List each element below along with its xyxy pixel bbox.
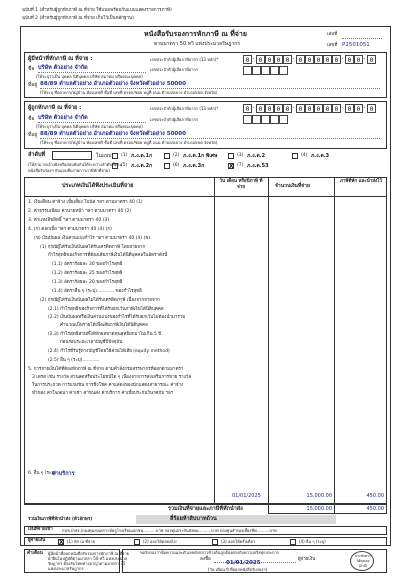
payer-type-checkbox[interactable] bbox=[212, 539, 218, 545]
id-digit-separator: - bbox=[292, 56, 295, 62]
payer-section-label: ผู้มีหน้าที่หักภาษี ณ ที่จ่าย : bbox=[28, 56, 93, 62]
form-type-option-label: ภ.ง.ด.2ก bbox=[131, 162, 153, 169]
id-digit-box[interactable]: 0 bbox=[283, 104, 292, 113]
id-digit-box[interactable]: 0 bbox=[323, 104, 332, 113]
income-type-row: 5. การจ่ายเงินได้ที่ต้องหักภาษี ณ ที่จ่าย ตามคำสั่งกรมสรรพากรที่ออกตามมาตรา bbox=[28, 367, 184, 372]
col-date-header: วัน เดือน หรือปีภาษี ที่จ่าย bbox=[219, 179, 263, 190]
income-type-row: 6. อื่น ๆ (ระบุ) bbox=[28, 471, 56, 476]
form-type-option-label: ภ.ง.ด.3ก bbox=[183, 162, 205, 169]
branch-digit-box[interactable] bbox=[243, 66, 252, 75]
company-stamp-placeholder bbox=[350, 551, 374, 571]
income-type-row: (2.3) กำไรสุทธิส่วนที่ได้หักผลขาดทุนสุทธิยกมาไม่เกิน 5 ปี bbox=[48, 332, 162, 337]
book-label: เล่มที่ bbox=[327, 32, 338, 37]
id-digit-separator: - bbox=[341, 105, 344, 111]
income-type-row: คำนวณเป็นรายได้เพื่อเสียภาษีเงินได้นิติบุคคล bbox=[60, 323, 148, 328]
id-digit-separator: - bbox=[363, 56, 366, 62]
branch-digit-box[interactable] bbox=[261, 115, 270, 124]
col-tax-header: ภาษีที่หัก และนำส่งไว้ bbox=[339, 179, 383, 184]
total-text-value: สี่ร้อยห้าสิบบาทถ้วน bbox=[170, 516, 217, 522]
payer-type-option-label: (1) หัก ณ ที่จ่าย bbox=[67, 539, 95, 544]
payee-name-line bbox=[38, 122, 146, 123]
seq-hint-2: หนังสือรับรองฯ กับแบบยื่นรายการภาษีหักที่จ่าย) bbox=[28, 168, 110, 173]
copy-note-2: ฉบับที่ 2 (สำหรับผู้ถูกหักภาษี ณ ที่จ่าย เก็บไว้เป็นหลักฐาน) bbox=[22, 16, 134, 21]
payer-type-option-label: (3) ออกให้ครั้งเดียว bbox=[221, 539, 256, 544]
warning-text-2: ฝ่าฝืนไม่ปฏิบัติตามมาตรา 50 ทวิ แห่งประมวล bbox=[48, 556, 128, 561]
col-line-1 bbox=[214, 177, 215, 504]
branch-digit-box[interactable] bbox=[270, 115, 279, 124]
form-type-option-number: (3) bbox=[237, 153, 244, 158]
form-type-option-label: ภ.ง.ด.53 bbox=[247, 162, 269, 169]
certify-date: 01/01/2025 bbox=[226, 560, 261, 566]
in-form-label: ในแบบ bbox=[96, 153, 112, 159]
id-digit-box[interactable]: 0 bbox=[243, 55, 252, 64]
stamp-label-3: (ถ้ามี) bbox=[358, 564, 368, 568]
form-type-option-number: (6) bbox=[173, 163, 180, 168]
payee-id-label: เลขประจำตัวผู้เสียภาษีอากร (13 หลัก)* bbox=[150, 106, 219, 111]
id-digit-box[interactable]: 0 bbox=[296, 55, 305, 64]
other-income-value: ค่าบริการ bbox=[52, 471, 75, 477]
form-type-option-number: (5) bbox=[121, 163, 128, 168]
total-tax: 450.00 bbox=[366, 506, 384, 512]
payer-id-label: เลขประจำตัวผู้เสียภาษีอากร (13 หลัก)* bbox=[150, 57, 219, 62]
payer-address-hint: (ให้ระบุ ชื่ออาคาร/หมู่บ้าน ห้องเลขที่ ชั้นที่ เลขที่ ตรอก/ซอย หมู่ที่ ถนน ตำบล/แขวง อำเภอ/เขต จังหวัด) bbox=[40, 90, 218, 95]
id-digit-box[interactable]: 0 bbox=[243, 104, 252, 113]
id-digit-box[interactable]: 0 bbox=[274, 55, 283, 64]
id-digit-box[interactable]: 0 bbox=[305, 104, 314, 113]
total-amount: 15,000.00 bbox=[306, 506, 332, 512]
income-type-row: (1.4) อัตราอื่น ๆ (ระบุ)............ ของกำไรสุทธิ bbox=[52, 289, 142, 294]
id-digit-box[interactable]: 0 bbox=[265, 55, 274, 64]
id-digit-box[interactable]: 0 bbox=[345, 55, 354, 64]
id-digit-separator: - bbox=[341, 56, 344, 62]
seq-box[interactable] bbox=[52, 151, 92, 160]
payer-type-label: ผู้จ่ายเงิน bbox=[28, 538, 46, 543]
seq-label: ลำดับที่ bbox=[28, 152, 46, 158]
id-digit-box[interactable]: 0 bbox=[274, 104, 283, 113]
form-type-option-label: ภ.ง.ด.2 bbox=[247, 152, 266, 159]
branch-digit-box[interactable] bbox=[270, 66, 279, 75]
warning-text-3: รัษฎากร ต้องรับโทษทางอาญาตามมาตรา 35 bbox=[48, 561, 126, 566]
branch-digit-box[interactable] bbox=[279, 115, 288, 124]
payee-tax-branch-label: เลขประจำตัวผู้เสียภาษีอากร bbox=[150, 117, 199, 122]
copy-note-1: ฉบับที่ 1 (สำหรับผู้ถูกหักภาษี ณ ที่จ่าย ใช้แนบพร้อมกับแบบแสดงรายการภาษี) bbox=[22, 8, 172, 13]
payer-name-line bbox=[38, 72, 146, 73]
total-divider bbox=[334, 504, 335, 514]
number-label: เลขที่ bbox=[327, 43, 338, 48]
id-digit-box[interactable]: 0 bbox=[345, 104, 354, 113]
payer-address-line bbox=[40, 88, 380, 89]
fund-text: กบข./กสจ./กองทุนสงเคราะห์ครูโรงเรียนเอกชน..........บาท กองทุนประกันสังคม..........บาท กองทุนสำรองเลี้ยงชีพ..........บาท bbox=[62, 528, 277, 533]
form-type-checkbox[interactable] bbox=[292, 153, 298, 159]
id-digit-box[interactable]: 0 bbox=[256, 104, 265, 113]
id-digit-box[interactable]: 0 bbox=[354, 104, 363, 113]
entry-date: 01/01/2025 bbox=[232, 493, 261, 499]
id-digit-box[interactable]: 0 bbox=[314, 104, 323, 113]
branch-digit-box[interactable] bbox=[243, 115, 252, 124]
branch-digit-box[interactable] bbox=[261, 66, 270, 75]
income-type-row: ทำของ ค่าโฆษณา ค่าเช่า ค่าขนส่ง ค่าบริการ ค่าเบี้ยประกันวินาศภัย ฯลฯ bbox=[32, 391, 174, 396]
payer-type-option-label: (2) ออกให้ตลอดไป bbox=[143, 539, 177, 544]
payee-section-label: ผู้ถูกหักภาษี ณ ที่จ่าย : bbox=[28, 105, 82, 111]
payer-type-checkbox[interactable] bbox=[134, 539, 140, 545]
id-digit-box[interactable]: 0 bbox=[283, 55, 292, 64]
branch-digit-box[interactable] bbox=[252, 66, 261, 75]
form-type-checkbox[interactable] bbox=[112, 153, 118, 159]
col-amount-header: จำนวนเงินที่จ่าย bbox=[275, 183, 310, 189]
income-type-row: 3. ค่าแห่งลิขสิทธิ์ ฯลฯ ตามมาตรา 40 (3) bbox=[28, 218, 110, 223]
entry-tax: 450.00 bbox=[366, 493, 384, 499]
id-digit-box[interactable]: 0 bbox=[332, 55, 341, 64]
col-line-2 bbox=[268, 177, 269, 504]
total-text-box bbox=[136, 515, 336, 524]
certify-date-hint: (วัน เดือน ปี ที่ออกหนังสือรับรองฯ) bbox=[208, 567, 268, 572]
id-digit-box[interactable]: 0 bbox=[265, 104, 274, 113]
sign-label: ลงชื่อ bbox=[200, 557, 211, 562]
payee-name-value: บริษัท ตัวอย่าง จำกัด bbox=[38, 115, 88, 121]
form-type-option-label: ภ.ง.ด.3 bbox=[311, 152, 330, 159]
payee-address-line bbox=[40, 138, 380, 139]
income-type-row: กำไรสุทธิของกิจการที่ต้องเสียภาษีเงินได้นิติบุคคลในอัตราดังนี้ bbox=[48, 253, 168, 258]
payer-type-checkbox[interactable]: X bbox=[59, 538, 64, 546]
total-label: รวมเงินที่จ่ายและภาษีที่หักนำส่ง bbox=[168, 506, 243, 512]
certify-text: ขอรับรองว่าข้อความและตัวเลขดังกล่าวข้างต้นถูกต้องตรงกับความจริงทุกประการ bbox=[140, 550, 279, 555]
id-digit-box[interactable]: 0 bbox=[296, 104, 305, 113]
payee-address-value: 88/89 ตำบลตัวอย่าง อำเภอตัวอย่าง จังหวัดตัวอย่าง 50000 bbox=[40, 131, 186, 137]
entry-amount: 15,000.00 bbox=[306, 493, 332, 499]
form-type-checkbox[interactable] bbox=[112, 163, 118, 169]
form-title: หนังสือรับรองการหักภาษี ณ ที่จ่าย bbox=[144, 30, 247, 38]
income-type-row: (ข) เงินปันผล เงินส่วนแบ่งกำไร ฯลฯ ตามมาตรา 40 (4) (ข) bbox=[34, 236, 151, 241]
payer-name-value: บริษัท ตัวอย่าง จำกัด bbox=[38, 65, 88, 71]
form-type-option-label: ภ.ง.ด.1ก พิเศษ bbox=[183, 152, 218, 159]
income-type-row: (1) กรณีผู้ได้รับเงินปันผลได้รับเครดิตภาษี โดยจ่ายจาก bbox=[40, 245, 146, 250]
income-type-row: ในการประกวด การแข่งขัน การชิงโชค ค่าแสดงของนักแสดงสาธารณะ ค่าจ้าง bbox=[32, 383, 184, 388]
branch-digit-box[interactable] bbox=[252, 115, 261, 124]
col-type-header: ประเภทเงินได้พึงประเมินที่จ่าย bbox=[62, 183, 134, 189]
payee-name-label: ชื่อ bbox=[28, 116, 35, 122]
income-type-row: (1.1) อัตราร้อยละ 30 ของกำไรสุทธิ bbox=[52, 262, 123, 267]
branch-digit-box[interactable] bbox=[279, 66, 288, 75]
income-type-row: ก่อนรอบระยะเวลาบัญชีปีปัจจุบัน bbox=[60, 340, 123, 345]
payer-type-option-label: (4) อื่น ๆ (ระบุ) bbox=[299, 539, 326, 544]
id-digit-box[interactable]: 0 bbox=[314, 55, 323, 64]
payer-address-value: 88/89 ตำบลตัวอย่าง อำเภอตัวอย่าง จังหวัดตัวอย่าง 50000 bbox=[40, 81, 186, 87]
fund-label: เงินที่จ่ายเข้า bbox=[28, 527, 53, 532]
income-type-row: (1.2) อัตราร้อยละ 25 ของกำไรสุทธิ bbox=[52, 271, 123, 276]
form-type-checkbox[interactable] bbox=[164, 163, 170, 169]
income-type-row: 1. เงินเดือน ค่าจ้าง เบี้ยเลี้ยง โบนัส ฯลฯ ตามมาตรา 40 (1) bbox=[28, 200, 143, 205]
col-line-3 bbox=[334, 177, 335, 504]
id-digit-separator: - bbox=[363, 105, 366, 111]
income-type-row: (2) กรณีผู้ได้รับเงินปันผลไม่ได้รับเครดิตภาษี เนื่องจากจ่ายจาก bbox=[40, 298, 160, 303]
income-type-row: 3 เตรส เช่น รางวัล ส่วนลดหรือประโยชน์ใด ๆ เนื่องจากการส่งเสริมการขาย รางวัล bbox=[32, 375, 192, 380]
warning-text-4: แห่งประมวลรัษฎากร bbox=[48, 566, 84, 571]
income-type-row: (2.5) อื่น ๆ (ระบุ)............ bbox=[48, 358, 100, 363]
income-type-row: (2.4) กำไรที่รับรู้ทางบัญชีโดยวิธีส่วนได้เสีย (equity method) bbox=[48, 349, 170, 354]
id-digit-separator: - bbox=[252, 56, 255, 62]
income-type-row: 2. ค่าธรรมเนียม ค่านายหน้า ฯลฯ ตามมาตรา 40 (2) bbox=[28, 209, 132, 214]
id-digit-box[interactable]: 0 bbox=[305, 55, 314, 64]
payer-name-label: ชื่อ bbox=[28, 66, 35, 72]
id-digit-box[interactable]: 0 bbox=[354, 55, 363, 64]
id-digit-box[interactable]: 0 bbox=[367, 104, 376, 113]
income-type-row: (2.2) เงินปันผลหรือเงินส่วนแบ่งของกำไรที่ได้รับยกเว้นไม่ต้องนำมารวม bbox=[48, 315, 186, 320]
id-digit-separator: - bbox=[252, 105, 255, 111]
book-line bbox=[342, 38, 382, 39]
warning-text-1: ผู้มีหน้าที่ออกหนังสือรับรองการหักภาษี ณ ที่จ่าย bbox=[48, 551, 130, 556]
form-type-option-label: ภ.ง.ด.1ก bbox=[131, 152, 153, 159]
payee-address-label: ที่อยู่ bbox=[28, 132, 38, 138]
id-digit-box[interactable]: 0 bbox=[367, 55, 376, 64]
form-type-checkbox[interactable] bbox=[164, 153, 170, 159]
income-type-row: (1.3) อัตราร้อยละ 20 ของกำไรสุทธิ bbox=[52, 280, 123, 285]
payee-name-hint: (ให้ระบุว่าเป็น บุคคล นิติบุคคล บริษัท สมาคม หรือคณะบุคคล) bbox=[36, 124, 143, 129]
number-value: P2501051 bbox=[342, 42, 370, 48]
table-header-line bbox=[24, 196, 387, 197]
form-subtitle: ตามมาตรา 50 ทวิ แห่งประมวลรัษฎากร bbox=[154, 41, 240, 47]
form-type-checkbox[interactable] bbox=[228, 153, 234, 159]
payer-address-label: ที่อยู่ bbox=[28, 82, 38, 88]
payer-type-checkbox[interactable] bbox=[290, 539, 296, 545]
stamp-label-2: นิติบุคคล bbox=[356, 559, 370, 563]
seq-hint-1: (ให้สามารถอ้างอิงหรือสอบยันกันได้ระหว่างลำดับที่ตาม bbox=[28, 162, 122, 167]
id-digit-box[interactable]: 0 bbox=[323, 55, 332, 64]
id-digit-box[interactable]: 0 bbox=[256, 55, 265, 64]
form-type-option-number: (2) bbox=[173, 153, 180, 158]
total-text-label: รวมเงินภาษีที่หักนำส่ง (ตัวอักษร) bbox=[28, 517, 93, 522]
income-type-row: (2.1) กำไรสุทธิของกิจการที่ได้รับยกเว้นภาษีเงินได้นิติบุคคล bbox=[48, 307, 164, 312]
id-digit-box[interactable]: 0 bbox=[332, 104, 341, 113]
stamp-label-1: ประทับตรา bbox=[355, 554, 371, 558]
payer-tax-branch-label: เลขประจำตัวผู้เสียภาษีอากร bbox=[150, 67, 199, 72]
payer-sign-label: ผู้จ่ายเงิน bbox=[298, 557, 316, 562]
payee-address-hint: (ให้ระบุ ชื่ออาคาร/หมู่บ้าน ห้องเลขที่ ชั้นที่ เลขที่ ตรอก/ซอย หมู่ที่ ถนน ตำบล/แขวง อำเภอ/เขต จังหวัด) bbox=[40, 140, 218, 145]
form-type-option-number: (7) bbox=[237, 163, 244, 168]
form-type-option-number: (1) bbox=[121, 153, 128, 158]
income-type-row: 4. (ก) ดอกเบี้ย ฯลฯ ตามมาตรา 40 (4) (ก) bbox=[28, 227, 112, 232]
form-type-checkbox[interactable]: X bbox=[229, 163, 234, 170]
payer-name-hint: (ให้ระบุว่าเป็น บุคคล นิติบุคคล บริษัท สมาคม หรือคณะบุคคล) bbox=[36, 74, 143, 79]
id-digit-separator: - bbox=[292, 105, 295, 111]
warning-label: คำเตือน bbox=[27, 551, 43, 556]
form-type-option-number: (4) bbox=[301, 153, 308, 158]
